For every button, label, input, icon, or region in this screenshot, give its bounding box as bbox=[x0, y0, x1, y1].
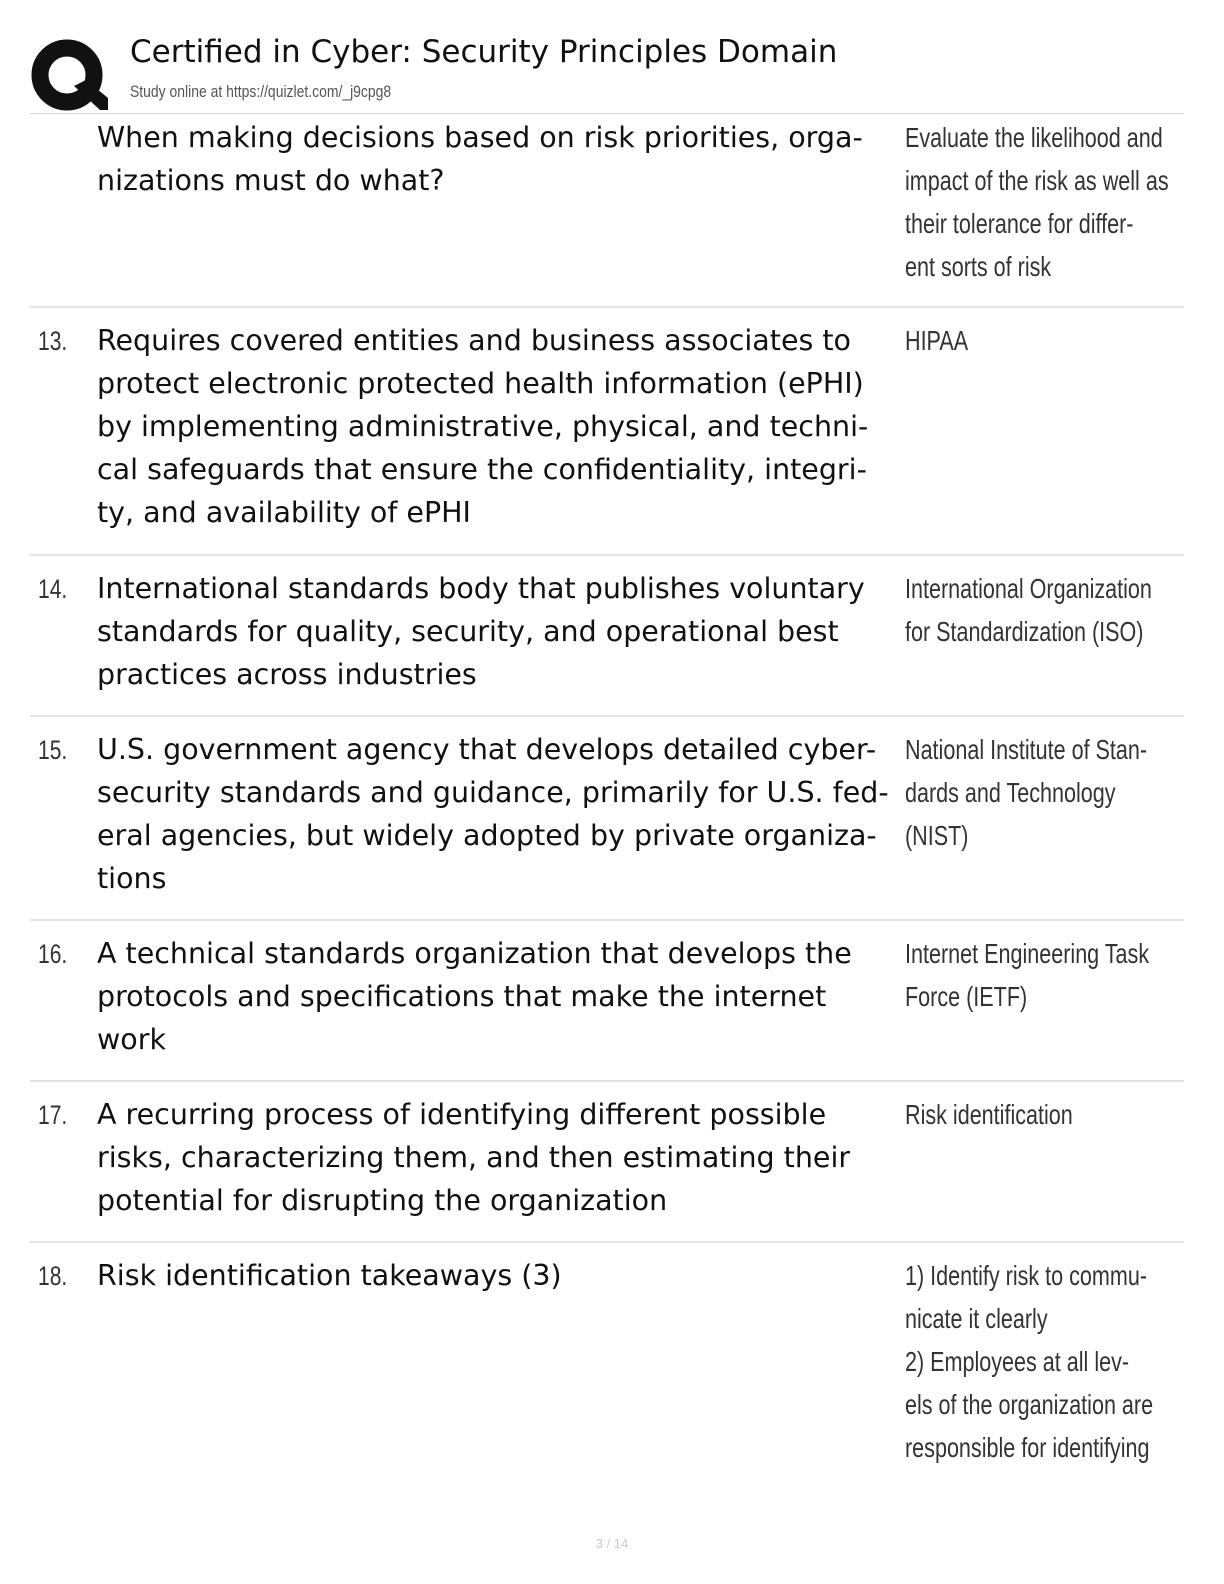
flashcard-row bbox=[30, 308, 1184, 556]
flashcard-row bbox=[30, 556, 1184, 717]
flashcard-list bbox=[30, 114, 1184, 1483]
card-number: 13. bbox=[38, 326, 68, 356]
card-definition bbox=[905, 1093, 1185, 1136]
flashcard-row bbox=[30, 1082, 1184, 1243]
card-number: 15. bbox=[38, 735, 68, 765]
study-online-link[interactable]: Study online at https://quizlet.com/_j9cpg8 bbox=[130, 82, 392, 101]
card-definition bbox=[905, 567, 1185, 653]
page-number: 3 / 14 bbox=[595, 1536, 629, 1551]
card-term: A recurring process of identifying different possible risks, characterizing them, and then estimating their potential for disrupting the organization bbox=[97, 1098, 851, 1217]
flashcard-row bbox=[30, 1243, 1184, 1483]
card-term: Requires covered entities and business associates to protect electronic protected health information (ePHI) by implementing administrative, physical, and techni- cal safeguards that ensure the confidentiality, integri- ty, and availability of ePHI bbox=[97, 324, 869, 529]
definition-line: Force (IETF) bbox=[905, 981, 1028, 1012]
definition-line: responsible for identifying bbox=[905, 1432, 1150, 1463]
definition-line: Risk identification bbox=[905, 1099, 1073, 1130]
definition-line: their tolerance for differ- bbox=[905, 208, 1134, 239]
definition-line: Internet Engineering Task bbox=[905, 938, 1150, 969]
flashcard-row bbox=[30, 717, 1184, 921]
card-number: 18. bbox=[38, 1261, 68, 1291]
card-definition bbox=[905, 932, 1185, 1018]
definition-line: (NIST) bbox=[905, 820, 969, 851]
card-number: 17. bbox=[38, 1100, 68, 1130]
document-title: Certified in Cyber: Security Principles Domain bbox=[130, 34, 838, 70]
definition-line: 2) Employees at all lev- bbox=[905, 1346, 1130, 1377]
card-term: A technical standards organization that develops the protocols and specifications that make the internet work bbox=[97, 937, 852, 1056]
definition-line: impact of the risk as well as bbox=[905, 165, 1169, 196]
definition-line: dards and Technology bbox=[905, 777, 1116, 808]
card-term: U.S. government agency that develops detailed cyber- security standards and guidance, primarily for U.S. fed- eral agencies, but widely adopted by private organiza- tions bbox=[97, 733, 889, 895]
card-number: 16. bbox=[38, 939, 68, 969]
flashcard-row bbox=[30, 114, 1184, 308]
card-term: When making decisions based on risk priorities, orga- nizations must do what? bbox=[97, 121, 863, 197]
definition-line: 1) Identify risk to commu- bbox=[905, 1260, 1148, 1291]
page-header bbox=[30, 28, 1190, 112]
definition-line: ent sorts of risk bbox=[905, 251, 1052, 282]
card-term: International standards body that publishes voluntary standards for quality, security, and operational best practices across industries bbox=[97, 572, 865, 691]
quizlet-logo-icon bbox=[30, 36, 108, 114]
definition-line: National Institute of Stan- bbox=[905, 734, 1148, 765]
definition-line: nicate it clearly bbox=[905, 1303, 1048, 1334]
card-definition bbox=[905, 728, 1185, 857]
definition-line: for Standardization (ISO) bbox=[905, 616, 1144, 647]
definition-line: Evaluate the likelihood and bbox=[905, 122, 1163, 153]
definition-line: International Organization bbox=[905, 573, 1152, 604]
card-number: 14. bbox=[38, 574, 68, 604]
card-definition bbox=[905, 1254, 1185, 1469]
card-definition bbox=[905, 116, 1185, 288]
flashcard-row bbox=[30, 921, 1184, 1082]
definition-line: HIPAA bbox=[905, 325, 969, 356]
card-term: Risk identification takeaways (3) bbox=[97, 1259, 562, 1292]
definition-line: els of the organization are bbox=[905, 1389, 1154, 1420]
card-definition bbox=[905, 319, 1185, 362]
